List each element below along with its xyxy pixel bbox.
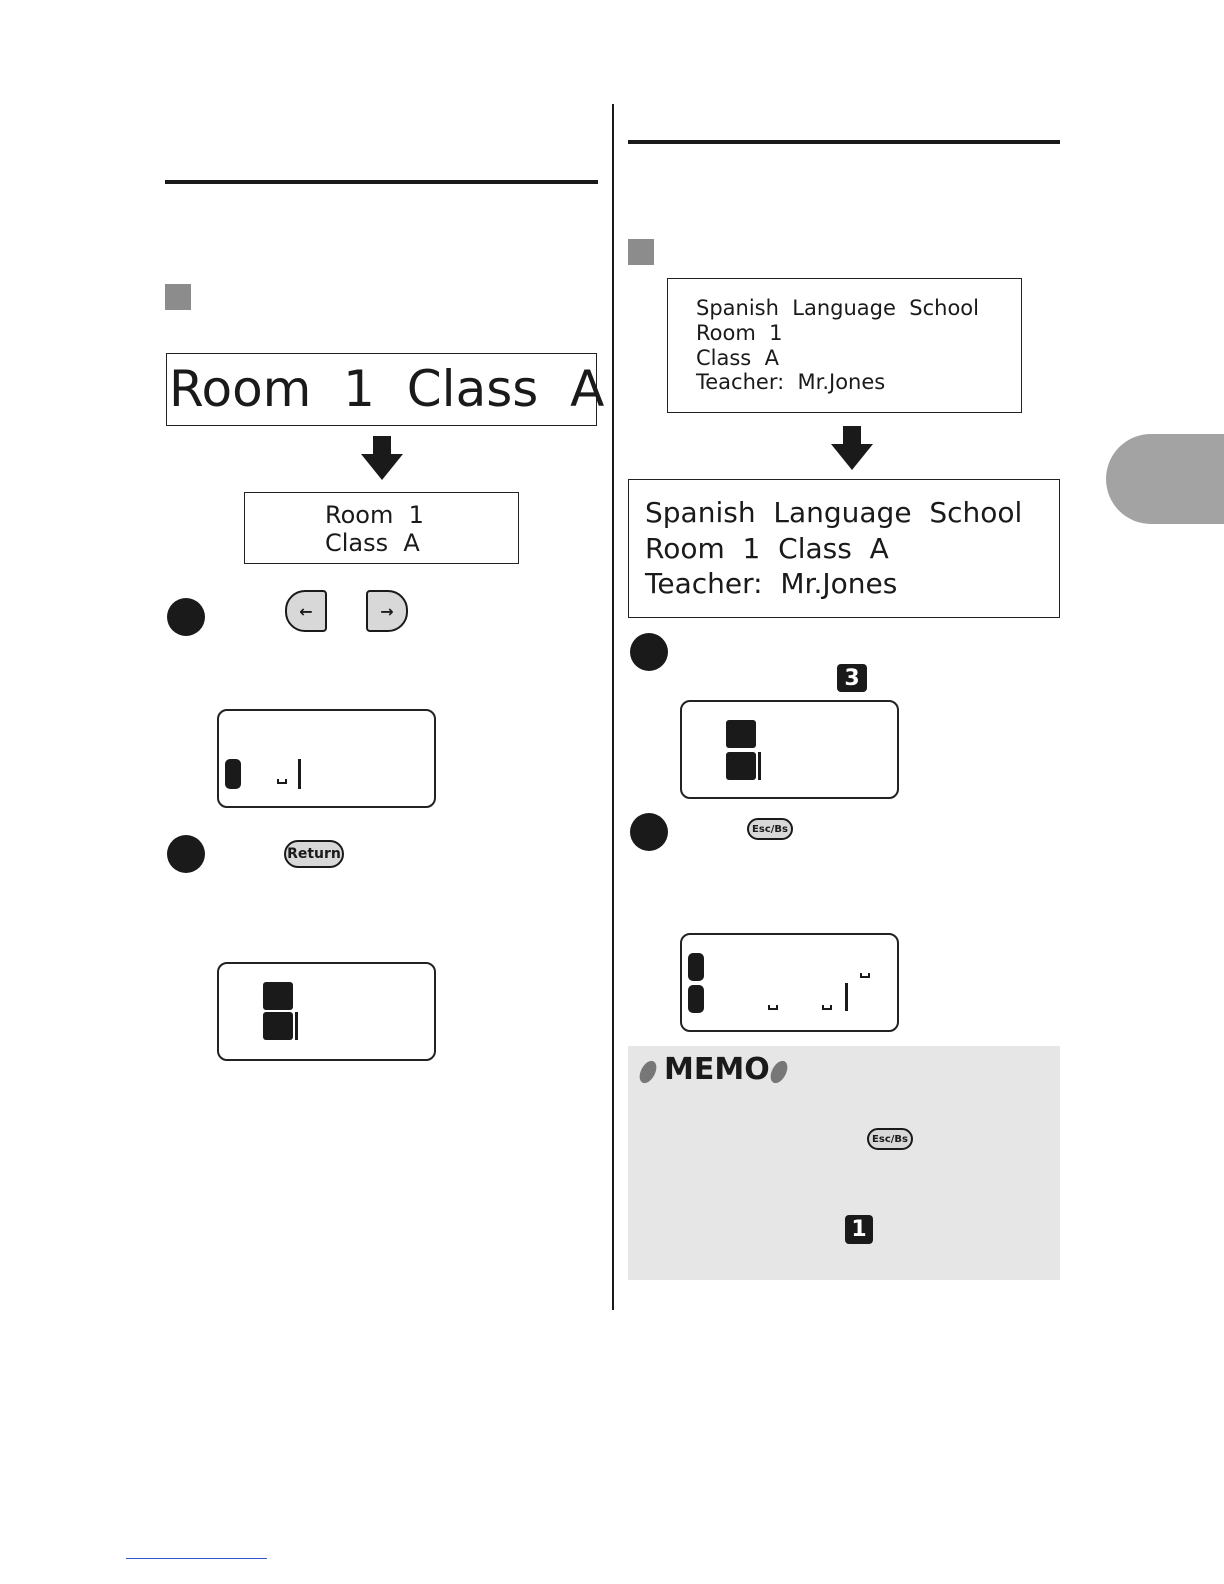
narrow-label-example xyxy=(244,492,519,564)
source-label-line1: Spanish Language School xyxy=(696,296,979,320)
source-label-example xyxy=(667,278,1022,413)
footer-link-underline[interactable] xyxy=(126,1558,267,1559)
space-mark xyxy=(277,779,287,784)
result-label-line3: Teacher: Mr.Jones xyxy=(645,567,898,600)
right-arrow-key-icon[interactable]: → xyxy=(366,590,408,632)
lcd-line2-indicator xyxy=(688,985,704,1013)
narrow-label-line2: Class A xyxy=(325,529,420,557)
result-label-line2: Room 1 Class A xyxy=(645,532,889,565)
memo-number-badge: 1 xyxy=(845,1215,873,1244)
down-arrow-icon xyxy=(829,426,875,472)
step-1-bullet xyxy=(167,598,205,636)
text-cursor xyxy=(298,759,301,789)
result-label-example xyxy=(628,479,1060,618)
space-mark xyxy=(768,1005,778,1010)
lcd-line-indicator xyxy=(225,759,241,789)
source-label-line4: Teacher: Mr.Jones xyxy=(696,370,886,394)
lcd-line1-indicator xyxy=(726,720,756,748)
lcd-display-right-step1 xyxy=(680,700,899,799)
down-arrow-icon xyxy=(359,436,405,482)
lcd-line2-indicator xyxy=(726,752,756,780)
text-cursor xyxy=(845,983,848,1011)
result-label-line1: Spanish Language School xyxy=(645,496,1023,529)
esc-bs-key-icon[interactable]: Esc/Bs xyxy=(867,1128,913,1150)
return-key-icon[interactable]: Return xyxy=(284,840,344,868)
left-arrow-key-icon[interactable]: ← xyxy=(285,590,327,632)
left-section-rule xyxy=(165,180,598,184)
lcd-line1-indicator xyxy=(688,953,704,981)
step-number-badge: 3 xyxy=(837,664,867,692)
right-section-rule xyxy=(628,140,1060,144)
lcd-display-step1 xyxy=(217,709,436,808)
chapter-side-tab xyxy=(1106,434,1224,524)
step-1-bullet xyxy=(630,633,668,671)
lcd-display-step2 xyxy=(217,962,436,1061)
text-cursor xyxy=(295,1012,298,1040)
column-divider xyxy=(612,104,614,1310)
right-example-square xyxy=(628,239,654,265)
source-label-line2: Room 1 xyxy=(696,321,783,345)
space-mark xyxy=(822,1005,832,1010)
space-mark xyxy=(860,973,870,978)
lcd-line2-indicator xyxy=(263,1012,293,1040)
step-2-bullet xyxy=(630,813,668,851)
text-cursor xyxy=(758,752,761,780)
source-label-line3: Class A xyxy=(696,346,779,370)
step-2-bullet xyxy=(167,835,205,873)
wide-label-example xyxy=(166,353,605,426)
esc-bs-key-icon[interactable]: Esc/Bs xyxy=(747,818,793,840)
lcd-display-right-step2 xyxy=(680,933,899,1032)
lcd-line1-indicator xyxy=(263,982,293,1010)
narrow-label-line1: Room 1 xyxy=(325,501,424,529)
memo-title: MEMO xyxy=(664,1052,770,1087)
wide-label-text: Room 1 Class A xyxy=(169,360,605,418)
left-example-square xyxy=(165,284,191,310)
